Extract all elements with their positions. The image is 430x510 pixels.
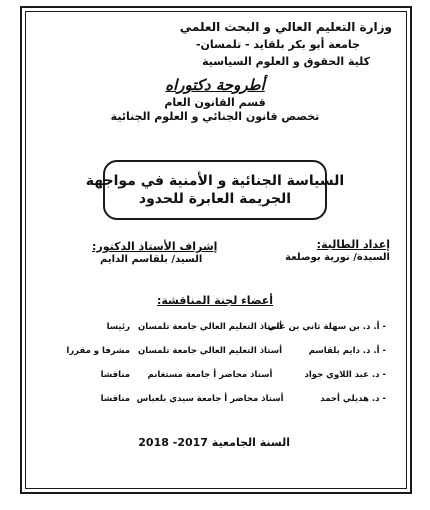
committee-member-role: مناقشا	[100, 370, 130, 380]
thesis-title-line-2: الجريمة العابرة للحدود	[138, 191, 292, 207]
committee-member-role: مناقشا	[100, 394, 130, 404]
committee-title: أعضاء لجنة المناقشة:	[156, 294, 274, 307]
supervisor-label: إشراف الأستاذ الدكتور:	[92, 240, 218, 253]
academic-year: السنة الجامعية 2017- 2018	[138, 436, 290, 449]
committee-member-name: - د. هديلي أحمد	[320, 394, 386, 404]
faculty-name: كلية الحقوق و العلوم السياسية	[202, 55, 370, 68]
thesis-type-heading: أطروحة دكتوراه	[165, 76, 265, 94]
committee-member-position: أستاذ التعليم العالي جامعة تلمسان	[138, 346, 282, 356]
department-name: قسم القانون العام	[164, 96, 266, 109]
committee-member-name: - أ. د. بن سهلة ثاني بن علي	[267, 322, 386, 332]
thesis-title-box	[85, 160, 345, 220]
committee-member-position: أستاذ محاضر أ جامعة سيدي بلعباس	[136, 394, 284, 404]
committee-member-role: مشرفا و مقررا	[66, 346, 130, 356]
specialization-name: تخصص قانون الجنائي و العلوم الجنائية	[110, 110, 320, 123]
thesis-title-line-1: السياسة الجنائية و الأمنية في مواجهة	[85, 173, 345, 189]
student-name: السيدة/ نورية بوصلعة	[285, 252, 390, 263]
ministry-name: وزارة التعليم العالي و البحث العلمي	[179, 20, 392, 34]
page-bottom-margin	[0, 494, 430, 510]
committee-member-position: أستاذ محاضر أ جامعة مستغانم	[147, 370, 273, 380]
student-label: إعداد الطالبة:	[316, 238, 390, 251]
committee-member-name: - د. عبد اللاوي جواد	[304, 370, 386, 380]
committee-member-role: رئيسا	[106, 322, 130, 332]
university-name: جامعة أبو بكر بلقايد - تلمسان-	[195, 38, 360, 51]
supervisor-name: السيد/ بلقاسم الدايم	[100, 254, 203, 265]
committee-member-name: - أ. د. دايم بلقاسم	[308, 346, 386, 356]
committee-member-position: أستاذ التعليم العالي جامعة تلمسان	[138, 322, 282, 332]
